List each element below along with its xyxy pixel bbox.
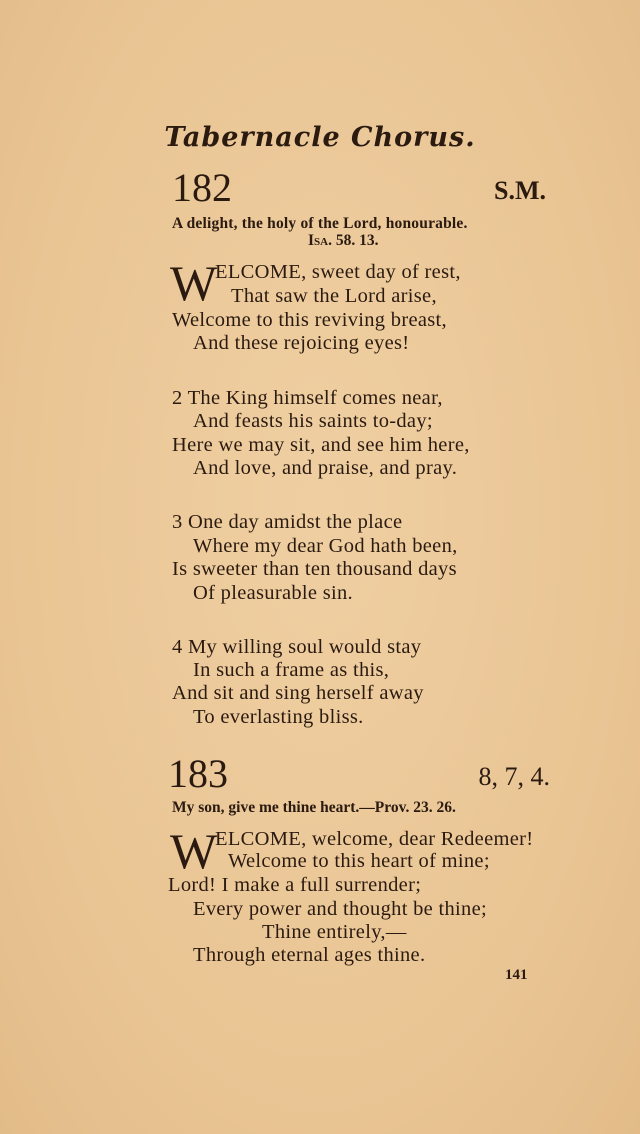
verse-line: Every power and thought be thine;: [193, 898, 487, 920]
verse-line: 2 The King himself comes near,: [172, 387, 443, 409]
verse-line: Thine entirely,—: [262, 921, 407, 943]
verse-line: Here we may sit, and see him here,: [172, 434, 470, 456]
verse-line: And feasts his saints to-day;: [193, 410, 433, 432]
hymn-epigraph: A delight, the holy of the Lord, honourable.: [172, 215, 468, 232]
verse-line: To everlasting bliss.: [193, 706, 364, 728]
verse-line: Lord! I make a full surrender;: [168, 874, 422, 896]
verse-line: ELCOME, sweet day of rest,: [215, 261, 461, 283]
running-title: Tabernacle Chorus.: [164, 122, 476, 153]
hymn-epigraph: My son, give me thine heart.—Prov. 23. 26.: [172, 799, 456, 816]
drop-cap: W: [170, 823, 218, 879]
verse-line: And these rejoicing eyes!: [193, 332, 410, 354]
verse-line: And sit and sing herself away: [172, 682, 424, 704]
verse-line: That saw the Lord arise,: [231, 285, 437, 307]
drop-cap: W: [170, 255, 218, 311]
hymn-number: 183: [168, 751, 228, 796]
verse-line: Of pleasurable sin.: [193, 582, 353, 604]
verse-line: In such a frame as this,: [193, 659, 390, 681]
verse-line: And love, and praise, and pray.: [193, 457, 458, 479]
verse-line: 3 One day amidst the place: [172, 511, 403, 533]
hymn-reference: Isa. 58. 13.: [308, 232, 379, 249]
verse-line: Through eternal ages thine.: [193, 944, 426, 966]
verse-line: Where my dear God hath been,: [193, 535, 458, 557]
page-number: 141: [505, 967, 528, 983]
hymn-meter: S.M.: [494, 176, 546, 205]
verse-line: ELCOME, welcome, dear Redeemer!: [215, 828, 534, 850]
verse-line: 4 My willing soul would stay: [172, 636, 422, 658]
hymn-number: 182: [172, 165, 232, 210]
verse-line: Is sweeter than ten thousand days: [172, 558, 457, 580]
verse-line: Welcome to this reviving breast,: [172, 309, 447, 331]
verse-line: Welcome to this heart of mine;: [228, 850, 490, 872]
hymn-meter: 8, 7, 4.: [478, 762, 550, 791]
